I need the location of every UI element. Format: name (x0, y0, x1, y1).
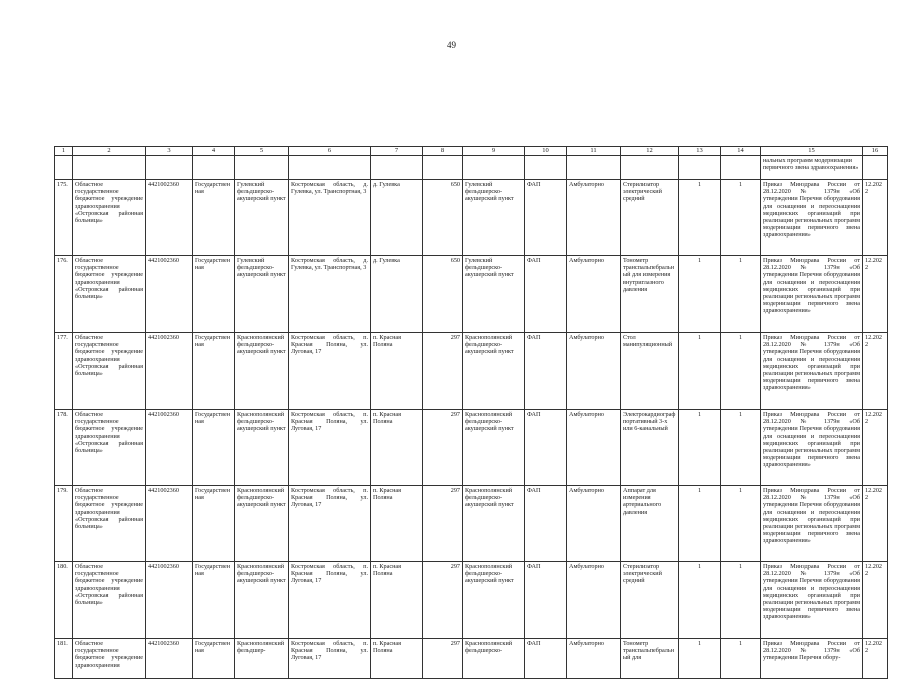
column-number: 3 (146, 147, 193, 156)
unit-name: Краснополянский фельдшерско- (463, 639, 525, 679)
equipment-name: Электрокардиограф портативный 3-х или 6-канальный (621, 410, 679, 486)
row-number: 179. (55, 486, 73, 562)
row-number: 175. (55, 180, 73, 256)
inn-code: 4421002360 (146, 333, 193, 410)
organization-name: Областное государственное бюджетное учреждение здравоохранения (73, 639, 146, 679)
legal-basis: Приказ Минздрава России от 28.12.2020 № 1379н «Об утверждении Перечня оборудования для оснащения и переоснащения медицинских организаций при реализации региональных программ модернизации первичного звена здравоохранения» (761, 180, 863, 256)
table-row (55, 562, 888, 639)
column-number: 1 (55, 147, 73, 156)
quantity-total: 1 (721, 256, 761, 333)
address: Костромская область, п. Красная Поляна, ул. Луговая, 17 (289, 333, 371, 410)
quantity-planned: 1 (679, 486, 721, 562)
equipment-name: Тонометр транспальпебральный для измерения внутриглазного давления (621, 256, 679, 333)
population: 297 (423, 410, 463, 486)
address: Костромская область, д. Гулевка, ул. Транспортная, 3 (289, 180, 371, 256)
ownership-form: Государственная (193, 486, 235, 562)
row-number: 178. (55, 410, 73, 486)
unit-name: Краснополянский фельдшерско-акушерский пункт (463, 333, 525, 410)
unit-type: ФАП (525, 333, 567, 410)
equipment-name: Тонометр транспальпебральный для (621, 639, 679, 679)
unit-type: ФАП (525, 410, 567, 486)
quantity-planned: 1 (679, 562, 721, 639)
column-number: 10 (525, 147, 567, 156)
column-number: 16 (863, 147, 888, 156)
organization-name: Областное государственное бюджетное учреждение здравоохранения «Островская районная больница» (73, 562, 146, 639)
column-number: 13 (679, 147, 721, 156)
inn-code: 4421002360 (146, 256, 193, 333)
legal-basis: Приказ Минздрава России от 28.12.2020 № 1379н «Об утверждении Перечня оборудования для оснащения и переоснащения медицинских организаций при реализации региональных программ модернизации первичного звена здравоохранения» (761, 562, 863, 639)
table-row (55, 486, 888, 562)
population: 297 (423, 333, 463, 410)
locality: п. Красная Поляна (371, 562, 423, 639)
table-row (55, 639, 888, 679)
care-type: Амбулаторно (567, 256, 621, 333)
inn-code: 4421002360 (146, 562, 193, 639)
equipment-name: Стерилизатор электрический средний (621, 180, 679, 256)
inn-code: 4421002360 (146, 180, 193, 256)
facility-name: Краснополянский фельдшерско-акушерский пункт (235, 562, 289, 639)
table-row (55, 333, 888, 410)
unit-type: ФАП (525, 639, 567, 679)
table-row (55, 410, 888, 486)
care-type: Амбулаторно (567, 333, 621, 410)
unit-name: Гулевский фельдшерско-акушерский пункт (463, 180, 525, 256)
equipment-name: Стерилизатор электрический средний (621, 562, 679, 639)
inn-code: 4421002360 (146, 486, 193, 562)
row-number: 180. (55, 562, 73, 639)
organization-name: Областное государственное бюджетное учреждение здравоохранения «Островская районная больница» (73, 333, 146, 410)
deadline-date: 12.2022 (863, 180, 888, 256)
deadline-date: 12.2022 (863, 486, 888, 562)
locality: д. Гулевка (371, 180, 423, 256)
facility-name: Гулевский фельдшерско-акушерский пункт (235, 180, 289, 256)
column-number: 12 (621, 147, 679, 156)
unit-name: Краснополянский фельдшерско-акушерский пункт (463, 486, 525, 562)
column-number-row (55, 147, 888, 156)
unit-type: ФАП (525, 180, 567, 256)
organization-name: Областное государственное бюджетное учреждение здравоохранения «Островская районная больница» (73, 180, 146, 256)
address: Костромская область, п. Красная Поляна, ул. Луговая, 17 (289, 562, 371, 639)
quantity-planned: 1 (679, 639, 721, 679)
quantity-total: 1 (721, 562, 761, 639)
address: Костромская область, д. Гулевка, ул. Транспортная, 3 (289, 256, 371, 333)
quantity-total: 1 (721, 486, 761, 562)
column-number: 7 (371, 147, 423, 156)
locality: п. Красная Поляна (371, 410, 423, 486)
legal-basis: Приказ Минздрава России от 28.12.2020 № 1379н «Об утверждении Перечня обору- (761, 639, 863, 679)
quantity-planned: 1 (679, 333, 721, 410)
locality: п. Красная Поляна (371, 486, 423, 562)
care-type: Амбулаторно (567, 180, 621, 256)
row-number: 181. (55, 639, 73, 679)
column-number: 9 (463, 147, 525, 156)
care-type: Амбулаторно (567, 639, 621, 679)
row-number: 177. (55, 333, 73, 410)
deadline-date: 12.2022 (863, 256, 888, 333)
population: 650 (423, 180, 463, 256)
unit-type: ФАП (525, 562, 567, 639)
quantity-planned: 1 (679, 410, 721, 486)
care-type: Амбулаторно (567, 562, 621, 639)
quantity-total: 1 (721, 410, 761, 486)
legal-basis: Приказ Минздрава России от 28.12.2020 № 1379н «Об утверждении Перечня оборудования для оснащения и переоснащения медицинских организаций при реализации региональных программ модернизации первичного звена здравоохранения» (761, 486, 863, 562)
quantity-planned: 1 (679, 180, 721, 256)
organization-name: Областное государственное бюджетное учреждение здравоохранения «Островская районная больница» (73, 486, 146, 562)
ownership-form: Государственная (193, 639, 235, 679)
column-number: 8 (423, 147, 463, 156)
care-type: Амбулаторно (567, 486, 621, 562)
column-number: 4 (193, 147, 235, 156)
facility-name: Краснополянский фельдшерско-акушерский пункт (235, 410, 289, 486)
column-number: 11 (567, 147, 621, 156)
legal-basis: Приказ Минздрава России от 28.12.2020 № 1379н «Об утверждении Перечня оборудования для оснащения и переоснащения медицинских организаций при реализации региональных программ модернизации первичного звена здравоохранения» (761, 256, 863, 333)
address: Костромская область, п. Красная Поляна, ул. Луговая, 17 (289, 410, 371, 486)
ownership-form: Государственная (193, 256, 235, 333)
legal-basis: Приказ Минздрава России от 28.12.2020 № 1379н «Об утверждении Перечня оборудования для оснащения и переоснащения медицинских организаций при реализации региональных программ модернизации первичного звена здравоохранения» (761, 410, 863, 486)
population: 297 (423, 639, 463, 679)
deadline-date: 12.2022 (863, 333, 888, 410)
care-type: Амбулаторно (567, 410, 621, 486)
ownership-form: Государственная (193, 562, 235, 639)
unit-name: Гулевский фельдшерско-акушерский пункт (463, 256, 525, 333)
unit-type: ФАП (525, 256, 567, 333)
quantity-total: 1 (721, 180, 761, 256)
table-row (55, 256, 888, 333)
unit-name: Краснополянский фельдшерско-акушерский пункт (463, 562, 525, 639)
address: Костромская область, п. Красная Поляна, ул. Луговая, 17 (289, 639, 371, 679)
quantity-planned: 1 (679, 256, 721, 333)
inn-code: 4421002360 (146, 639, 193, 679)
facility-name: Краснополянский фельдшерско-акушерский пункт (235, 486, 289, 562)
deadline-date: 12.2022 (863, 562, 888, 639)
locality: п. Красная Поляна (371, 639, 423, 679)
equipment-name: Стол манипуляционный (621, 333, 679, 410)
column-number: 6 (289, 147, 371, 156)
address: Костромская область, п. Красная Поляна, ул. Луговая, 17 (289, 486, 371, 562)
unit-name: Краснополянский фельдшерско-акушерский пункт (463, 410, 525, 486)
ownership-form: Государственная (193, 410, 235, 486)
unit-type: ФАП (525, 486, 567, 562)
row-number: 176. (55, 256, 73, 333)
legal-basis: Приказ Минздрава России от 28.12.2020 № 1379н «Об утверждении Перечня оборудования для оснащения и переоснащения медицинских организаций при реализации региональных программ модернизации первичного звена здравоохранения» (761, 333, 863, 410)
column-number: 14 (721, 147, 761, 156)
population: 297 (423, 486, 463, 562)
table-wrapper (27, 73, 883, 669)
deadline-date: 12.2022 (863, 410, 888, 486)
inn-code: 4421002360 (146, 410, 193, 486)
organization-name: Областное государственное бюджетное учреждение здравоохранения «Островская районная больница» (73, 410, 146, 486)
column-number: 2 (73, 147, 146, 156)
ownership-form: Государственная (193, 333, 235, 410)
equipment-table (54, 146, 888, 679)
locality: п. Красная Поляна (371, 333, 423, 410)
organization-name: Областное государственное бюджетное учреждение здравоохранения «Островская районная больница» (73, 256, 146, 333)
quantity-total: 1 (721, 639, 761, 679)
population: 297 (423, 562, 463, 639)
facility-name: Краснополянский фельдшерско-акушерский пункт (235, 333, 289, 410)
facility-name: Гулевский фельдшерско-акушерский пункт (235, 256, 289, 333)
continuation-text: нальных программ модернизации первичного звена здравоохранения» (761, 156, 863, 180)
facility-name: Краснополянский фельдшер- (235, 639, 289, 679)
continuation-row (55, 156, 888, 180)
column-number: 5 (235, 147, 289, 156)
column-number: 15 (761, 147, 863, 156)
deadline-date: 12.2022 (863, 639, 888, 679)
locality: д. Гулевка (371, 256, 423, 333)
quantity-total: 1 (721, 333, 761, 410)
page-number: 49 (447, 40, 456, 50)
table-row (55, 180, 888, 256)
population: 650 (423, 256, 463, 333)
equipment-name: Аппарат для измерения артериального давления (621, 486, 679, 562)
ownership-form: Государственная (193, 180, 235, 256)
